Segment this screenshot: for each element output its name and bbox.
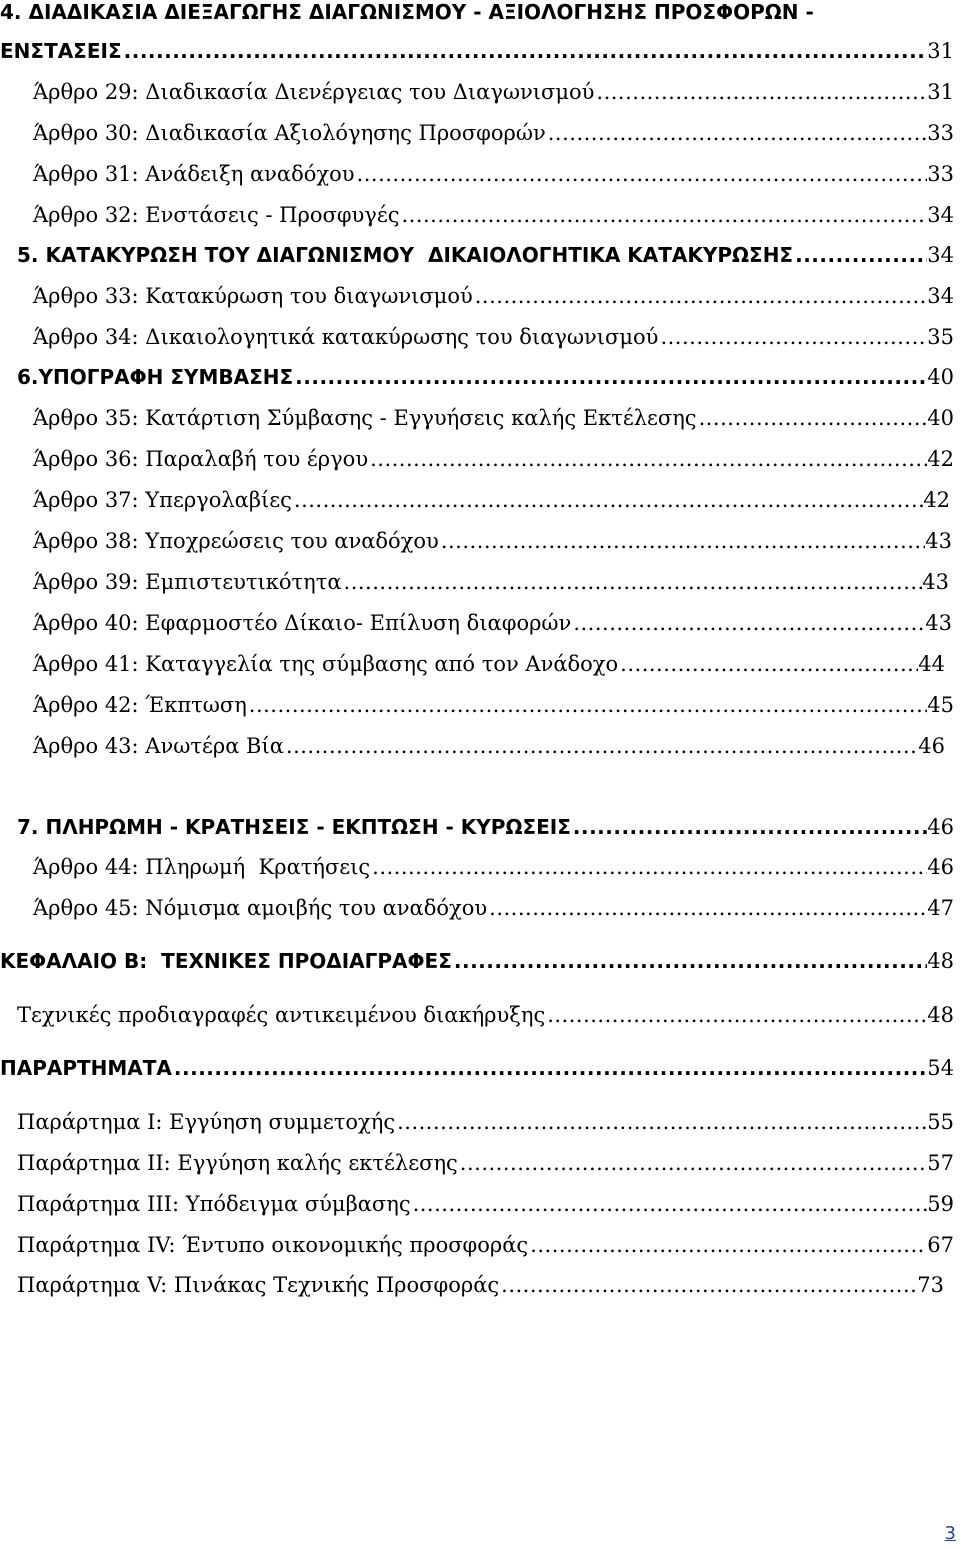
toc-entry-label: Τεχνικές προδιαγραφές αντικειμένου διακήρυξης <box>17 1003 546 1027</box>
toc-entry-label: Άρθρο 34: Δικαιολογητικά κατακύρωσης του διαγωνισμού <box>33 325 659 349</box>
toc-leader-dots <box>122 36 928 66</box>
toc-entry-label: Άρθρο 37: Υπεργολαβίες <box>33 488 292 512</box>
toc-heading-section-7[interactable] <box>17 812 954 842</box>
toc-entry-label: Παράρτημα ΙV: Έντυπο οικονομικής προσφοράς <box>17 1233 529 1257</box>
toc-page-number: 40 <box>927 365 954 389</box>
toc-entry-article-30[interactable] <box>33 118 954 148</box>
toc-leader-dots <box>284 731 918 761</box>
toc-entry-label: Άρθρο 35: Κατάρτιση Σύμβασης - Εγγυήσεις καλής Εκτέλεσης <box>33 406 697 430</box>
toc-leader-dots <box>697 403 928 433</box>
toc-leader-dots <box>293 362 927 392</box>
toc-leader-dots <box>487 893 927 923</box>
toc-leader-dots <box>395 1107 927 1137</box>
toc-page-number: 47 <box>927 896 954 920</box>
toc-entry-appendix-4[interactable] <box>17 1230 954 1260</box>
toc-entry-label: Άρθρο 43: Ανωτέρα Βία <box>33 734 284 758</box>
toc-leader-dots <box>370 852 927 882</box>
toc-entry-label: Άρθρο 41: Καταγγελία της σύμβασης από τον Ανάδοχο <box>33 652 619 676</box>
toc-entry-label: Άρθρο 42: Έκπτωση <box>33 693 247 717</box>
toc-entry-label: Άρθρο 36: Παραλαβή του έργου <box>33 447 369 471</box>
toc-entry-label: Άρθρο 39: Εμπιστευτικότητα <box>33 570 342 594</box>
toc-heading-section-5[interactable] <box>17 240 954 270</box>
toc-heading-section-6[interactable] <box>17 362 954 392</box>
toc-leader-dots <box>342 567 923 597</box>
toc-page-number: 45 <box>927 693 954 717</box>
toc-entry-label: Άρθρο 31: Ανάδειξη αναδόχου <box>33 162 355 186</box>
toc-entry-article-32[interactable] <box>33 200 954 230</box>
toc-leader-dots <box>292 485 923 515</box>
toc-entry-label: Παράρτημα V: Πινάκας Τεχνικής Προσφοράς <box>17 1273 500 1297</box>
toc-entry-technical-specs[interactable] <box>17 1000 954 1030</box>
toc-entry-article-35[interactable] <box>33 403 954 433</box>
toc-entry-article-40[interactable] <box>33 608 952 638</box>
toc-page-number: 57 <box>927 1151 954 1175</box>
toc-leader-dots <box>368 444 927 474</box>
toc-page-number: 34 <box>927 284 954 308</box>
toc-leader-dots <box>411 1189 928 1219</box>
toc-leader-dots <box>546 118 928 148</box>
toc-entry-appendix-3[interactable] <box>17 1189 954 1219</box>
toc-leader-dots <box>545 1000 927 1030</box>
toc-entry-article-41[interactable] <box>33 649 945 679</box>
toc-page-number: 42 <box>923 488 950 512</box>
toc-page-number: 44 <box>918 652 945 676</box>
toc-entry-label: Άρθρο 29: Διαδικασία Διενέργειας του Διαγωνισμού <box>33 80 595 104</box>
toc-page-number: 43 <box>925 529 952 553</box>
toc-leader-dots <box>618 649 918 679</box>
toc-entry-label: Άρθρο 44: Πληρωμή Κρατήσεις <box>33 855 371 879</box>
toc-leader-dots <box>499 1270 917 1300</box>
toc-page-number: 31 <box>927 39 954 63</box>
toc-entry-label: Άρθρο 45: Νόμισμα αμοιβής του αναδόχου <box>33 896 488 920</box>
toc-heading-label: ΚΕΦΑΛΑΙΟ Β: ΤΕΧΝΙΚΕΣ ΠΡΟΔΙΑΓΡΑΦΕΣ <box>0 949 452 973</box>
toc-entry-article-36[interactable] <box>33 444 954 474</box>
toc-page-number: 33 <box>927 121 954 145</box>
toc-entry-appendix-1[interactable] <box>17 1107 954 1137</box>
toc-leader-dots <box>571 812 927 842</box>
toc-leader-dots <box>399 200 927 230</box>
toc-leader-dots <box>473 281 928 311</box>
toc-page-number: 33 <box>927 162 954 186</box>
toc-entry-article-45[interactable] <box>33 893 954 923</box>
toc-heading-appendices[interactable] <box>0 1053 954 1083</box>
toc-entry-article-34[interactable] <box>33 322 954 352</box>
toc-entry-appendix-5[interactable] <box>17 1270 944 1300</box>
toc-page-number: 43 <box>925 611 952 635</box>
toc-entry-article-38[interactable] <box>33 526 952 556</box>
toc-heading-label: 6.ΥΠΟΓΡΑΦΗ ΣΥΜΒΑΣΗΣ <box>17 365 294 389</box>
toc-page-number: 48 <box>927 1003 954 1027</box>
toc-page-number: 73 <box>917 1273 944 1297</box>
toc-leader-dots <box>594 77 927 107</box>
toc-heading-section-4-line1: 4. ΔΙΑΔΙΚΑΣΙΑ ΔΙΕΞΑΓΩΓΗΣ ΔΙΑΓΩΝΙΣΜΟΥ - ΑΞΙΟΛΟΓΗΣΗΣ ΠΡΟΣΦΟΡΩΝ - <box>0 0 814 24</box>
toc-page-number: 31 <box>927 80 954 104</box>
toc-entry-label: Άρθρο 30: Διαδικασία Αξιολόγησης Προσφορών <box>33 121 546 145</box>
toc-entry-article-39[interactable] <box>33 567 949 597</box>
toc-heading-label: 7. ΠΛΗΡΩΜΗ - ΚΡΑΤΗΣΕΙΣ - ΕΚΠΤΩΣΗ - ΚΥΡΩΣΕΙΣ <box>17 815 571 839</box>
toc-entry-label: Άρθρο 33: Κατακύρωση του διαγωνισμού <box>33 284 473 308</box>
toc-leader-dots <box>458 1148 927 1178</box>
toc-entry-article-33[interactable] <box>33 281 954 311</box>
toc-entry-label: Άρθρο 40: Εφαρμοστέο Δίκαιο- Επίλυση διαφορών <box>33 611 572 635</box>
toc-entry-article-42[interactable] <box>33 690 954 720</box>
toc-page-number: 34 <box>927 203 954 227</box>
toc-leader-dots <box>247 690 927 720</box>
toc-heading-label: ΕΝΣΤΑΣΕΙΣ <box>0 39 122 63</box>
toc-page-number: 67 <box>927 1233 954 1257</box>
toc-page-number: 35 <box>927 325 954 349</box>
toc-leader-dots <box>528 1230 927 1260</box>
toc-entry-article-31[interactable] <box>33 159 954 189</box>
toc-page-number: 48 <box>927 949 954 973</box>
toc-entry-label: Άρθρο 38: Υποχρεώσεις του αναδόχου <box>33 529 439 553</box>
toc-page-number: 46 <box>918 734 945 758</box>
toc-page-number: 34 <box>927 243 954 267</box>
toc-entry-label: Παράρτημα ΙΙ: Εγγύηση καλής εκτέλεσης <box>17 1151 458 1175</box>
toc-entry-article-44[interactable] <box>33 852 954 882</box>
toc-heading-label: 5. ΚΑΤΑΚΥΡΩΣΗ ΤΟΥ ΔΙΑΓΩΝΙΣΜΟΥ ΔΙΚΑΙΟΛΟΓΗΤΙΚΑ ΚΑΤΑΚΥΡΩΣΗΣ <box>17 243 794 267</box>
toc-page-number: 59 <box>927 1192 954 1216</box>
toc-leader-dots <box>355 159 928 189</box>
toc-entry-appendix-2[interactable] <box>17 1148 954 1178</box>
toc-page-number: 43 <box>922 570 949 594</box>
toc-entry-label: Παράρτημα ΙΙΙ: Υπόδειγμα σύμβασης <box>17 1192 411 1216</box>
toc-entry-article-29[interactable] <box>33 77 954 107</box>
toc-heading-section-4[interactable] <box>0 36 954 66</box>
toc-entry-article-37[interactable] <box>33 485 950 515</box>
toc-entry-article-43[interactable] <box>33 731 945 761</box>
toc-page-number: 40 <box>927 406 954 430</box>
toc-leader-dots <box>439 526 925 556</box>
toc-heading-label: ΠΑΡΑΡΤΗΜΑΤΑ <box>0 1056 172 1080</box>
toc-leader-dots <box>658 322 927 352</box>
toc-leader-dots <box>793 240 927 270</box>
toc-entry-label: Παράρτημα Ι: Εγγύηση συμμετοχής <box>17 1110 396 1134</box>
toc-leader-dots <box>172 1053 927 1083</box>
toc-leader-dots <box>571 608 925 638</box>
toc-page-number: 55 <box>927 1110 954 1134</box>
toc-entry-label: Άρθρο 32: Ενστάσεις - Προσφυγές <box>33 203 400 227</box>
toc-page-number: 46 <box>927 855 954 879</box>
toc-heading-chapter-b[interactable] <box>0 946 954 976</box>
toc-page-number: 46 <box>927 815 954 839</box>
toc-leader-dots <box>452 946 927 976</box>
page-number-link[interactable]: 3 <box>944 1523 956 1544</box>
toc-page-number: 42 <box>927 447 954 471</box>
toc-page-number: 54 <box>927 1056 954 1080</box>
